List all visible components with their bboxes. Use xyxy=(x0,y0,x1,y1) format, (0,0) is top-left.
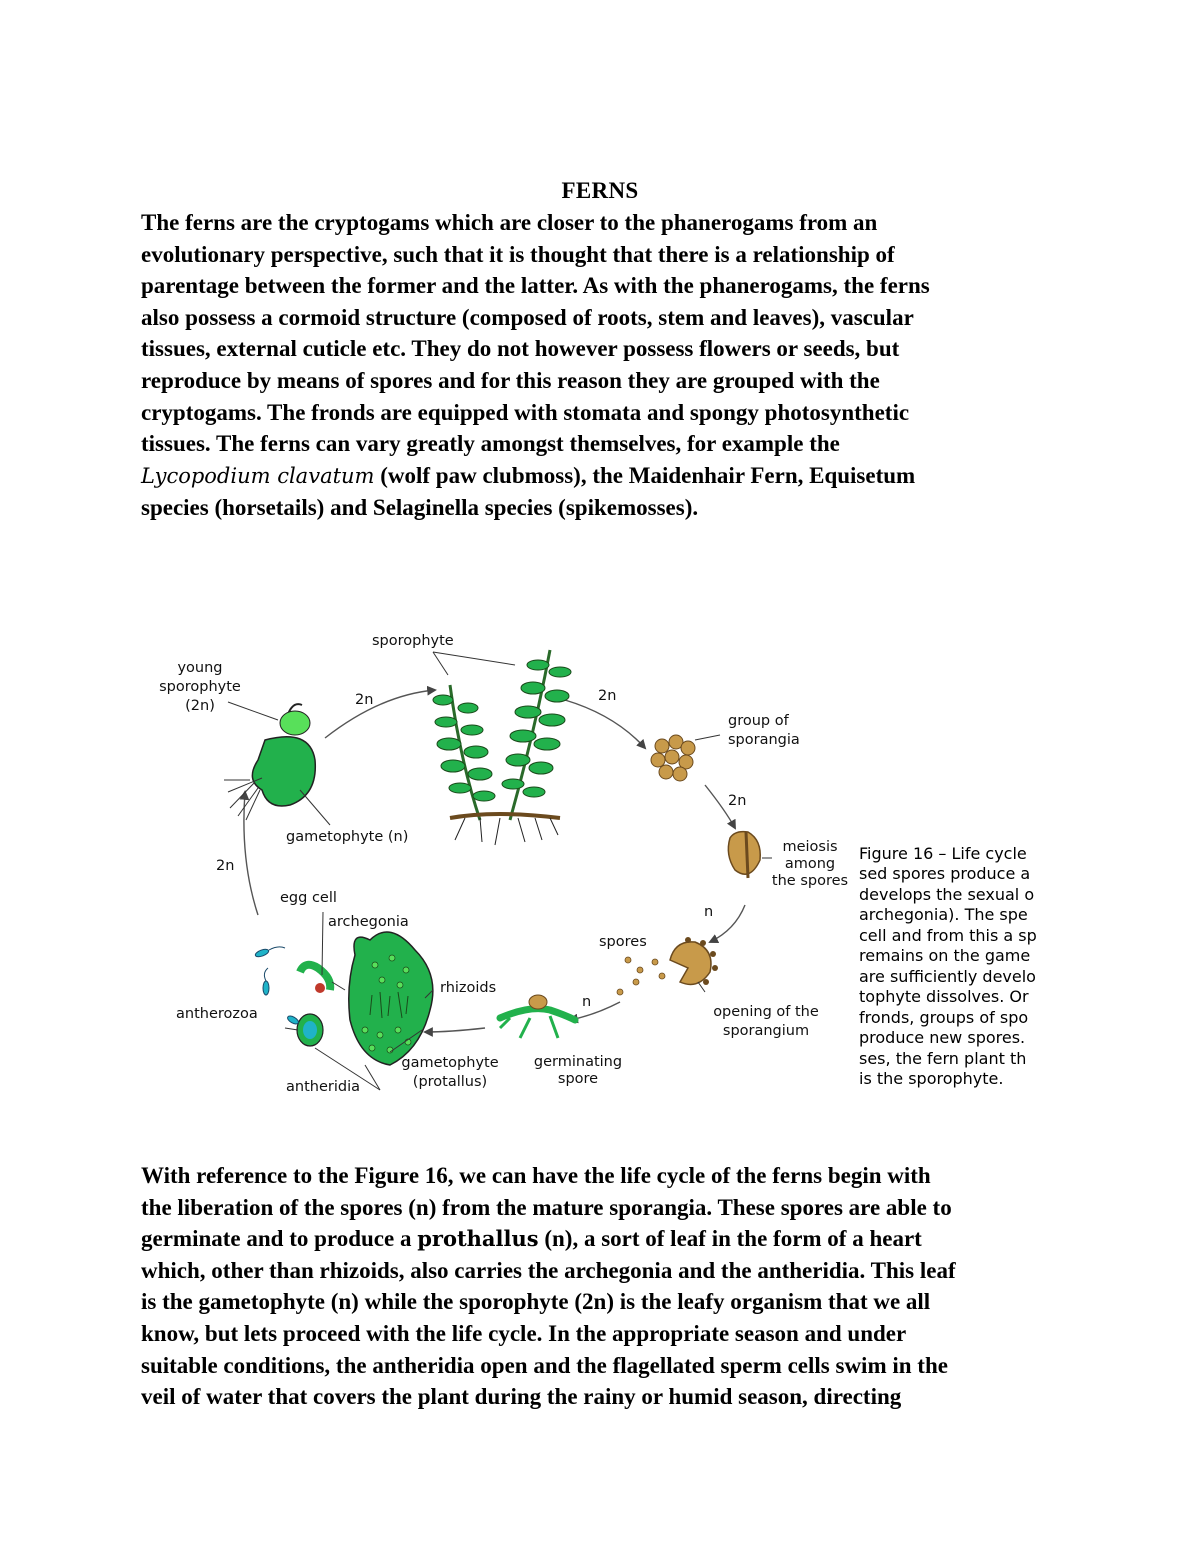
label-gametophyte-n: gametophyte (n) xyxy=(286,829,409,845)
intro-paragraph xyxy=(141,207,1071,524)
text-line: species (horsetails) and Selaginella species (spikemosses). xyxy=(141,495,699,521)
label-opening-of-sporangium: opening of the xyxy=(713,1004,819,1020)
text-line: cryptogams. The fronds are equipped with stomata and spongy photosynthetic xyxy=(141,399,910,425)
text-line: the liberation of the spores (n) from the mature sporangia. These spores are able to xyxy=(141,1194,952,1220)
text-line xyxy=(141,460,1071,493)
germinating-spore-drawing xyxy=(500,995,575,1038)
caption-line: tophyte dissolves. Or xyxy=(859,987,1029,1006)
label-gametophyte-protallus: gametophyte xyxy=(401,1055,499,1071)
label-meiosis: meiosis xyxy=(782,839,838,855)
label-young-sporophyte: young xyxy=(177,660,223,676)
caption-line: archegonia). The spe xyxy=(859,905,1028,924)
caption-line: cell and from this a sp xyxy=(859,926,1037,945)
sporangia-cluster-drawing xyxy=(651,735,695,781)
text-line: With reference to the Figure 16, we can have the life cycle of the ferns begin with xyxy=(141,1163,931,1188)
text-line: which, other than rhizoids, also carries the archegonia and the antheridia. This leaf xyxy=(141,1257,956,1283)
young-sporophyte-drawing xyxy=(224,704,315,820)
caption-line: produce new spores. xyxy=(859,1028,1026,1047)
label-germinating-spore: spore xyxy=(557,1071,599,1087)
caption-line: Figure 16 – Life cycle xyxy=(859,844,1027,863)
caption-line: ses, the fern plant th xyxy=(859,1049,1027,1068)
meiosis-sporangium-drawing xyxy=(728,832,760,878)
label-young-sporophyte: (2n) xyxy=(185,698,215,714)
text-line: is the gametophyte (n) while the sporophyte (2n) is the leafy organism that we all xyxy=(141,1289,931,1315)
label-meiosis: among xyxy=(784,856,836,872)
label-rhizoids: rhizoids xyxy=(440,980,497,996)
mature-sporophyte-drawing xyxy=(433,650,571,845)
label-antherozoa: antherozoa xyxy=(176,1006,258,1022)
text-fragment: (wolf paw clubmoss), the Maidenhair Fern, Equisetum xyxy=(374,462,916,488)
label-antheridia: antheridia xyxy=(286,1079,360,1095)
caption-line: fronds, groups of spo xyxy=(859,1008,1029,1027)
label-meiosis: the spores xyxy=(771,873,849,889)
label-ploidy: n xyxy=(704,904,714,920)
label-ploidy: n xyxy=(582,994,592,1010)
label-group-of-sporangia: sporangia xyxy=(728,732,800,748)
caption-line: is the sporophyte. xyxy=(859,1069,1004,1088)
life-cycle-paragraph xyxy=(141,1160,1071,1413)
label-egg-cell: egg cell xyxy=(280,890,337,906)
text-line: suitable conditions, the antheridia open and the flagellated sperm cells swim in the xyxy=(141,1352,948,1378)
label-ploidy: 2n xyxy=(728,793,747,809)
text-line: tissues. The ferns can vary greatly amongst themselves, for example the xyxy=(141,431,840,457)
species-name: Lycopodium clavatum xyxy=(141,463,375,488)
text-line: know, but lets proceed with the life cycle. In the appropriate season and under xyxy=(141,1320,907,1346)
archegonium-drawing xyxy=(300,965,330,993)
label-germinating-spore: germinating xyxy=(533,1054,623,1070)
text-line: The ferns are the cryptogams which are closer to the phanerogams from an xyxy=(141,210,878,235)
caption-line: remains on the game xyxy=(859,946,1031,965)
text-line: tissues, external cuticle etc. They do not however possess flowers or seeds, but xyxy=(141,336,900,362)
text-fragment: (n), a sort of leaf in the form of a heart xyxy=(538,1226,922,1252)
label-sporophyte: sporophyte xyxy=(372,633,454,649)
text-line: parentage between the former and the latter. As with the phanerogams, the ferns xyxy=(141,273,930,299)
label-ploidy: 2n xyxy=(598,688,617,704)
text-line: veil of water that covers the plant during the rainy or humid season, directing xyxy=(141,1384,902,1410)
fern-life-cycle-figure xyxy=(150,620,1060,1110)
label-young-sporophyte: sporophyte xyxy=(159,679,241,695)
label-ploidy: 2n xyxy=(355,692,374,708)
label-spores: spores xyxy=(599,934,647,950)
caption-line: sed spores produce a xyxy=(859,864,1031,883)
text-line: evolutionary perspective, such that it is thought that there is a relationship of xyxy=(141,241,895,267)
text-line xyxy=(141,1223,1071,1255)
figure-caption xyxy=(859,844,1037,1088)
label-opening-of-sporangium: sporangium xyxy=(722,1023,810,1039)
text-fragment: germinate and to produce a xyxy=(141,1226,418,1252)
caption-line: are sufficiently develo xyxy=(859,967,1036,986)
term-prothallus: prothallus xyxy=(417,1226,539,1252)
prothallus-drawing xyxy=(349,932,433,1065)
antherozoa-drawing xyxy=(254,947,299,1026)
label-gametophyte-protallus: (protallus) xyxy=(412,1074,488,1090)
text-line: also possess a cormoid structure (composed of roots, stem and leaves), vascular xyxy=(141,304,914,330)
label-archegonia: archegonia xyxy=(328,914,409,930)
label-ploidy: 2n xyxy=(216,858,235,874)
caption-line: develops the sexual o xyxy=(859,885,1035,904)
text-line: reproduce by means of spores and for this reason they are grouped with the xyxy=(141,367,880,393)
page-title: FERNS xyxy=(561,178,639,203)
label-group-of-sporangia: group of xyxy=(728,713,789,729)
antheridium-drawing xyxy=(297,1014,323,1046)
